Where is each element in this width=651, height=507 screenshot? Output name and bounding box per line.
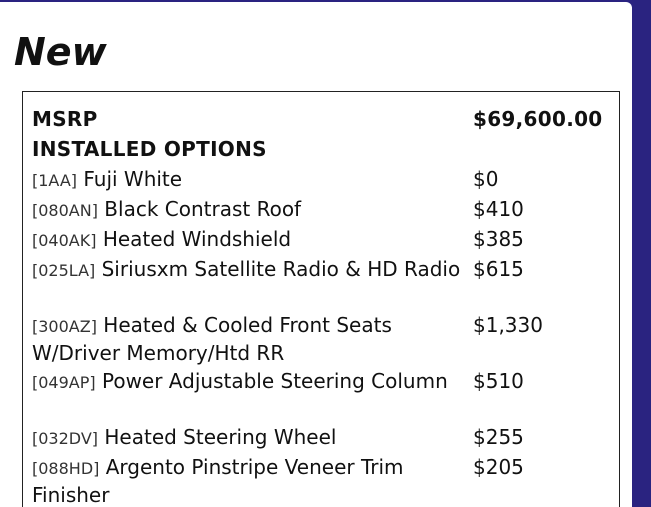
option-name: Heated Windshield xyxy=(102,227,292,251)
option-label xyxy=(32,424,462,452)
option-price: $1,330 xyxy=(473,313,543,337)
vehicle-pricing-card xyxy=(0,2,632,507)
option-code: [040AK] xyxy=(32,231,97,250)
option-label xyxy=(32,368,462,396)
option-price: $615 xyxy=(473,257,524,281)
option-code: [1AA] xyxy=(32,171,77,190)
option-price: $255 xyxy=(473,425,524,449)
pricing-box xyxy=(22,91,620,507)
option-price: $0 xyxy=(473,167,499,191)
option-code: [300AZ] xyxy=(32,317,97,336)
option-price: $510 xyxy=(473,369,524,393)
option-code: [049AP] xyxy=(32,373,96,392)
page-title: New xyxy=(14,30,107,74)
option-name: Fuji White xyxy=(83,167,183,191)
option-name: Heated & Cooled Front Seats W/Driver Memory/Htd RR xyxy=(32,313,392,365)
option-price: $410 xyxy=(473,197,524,221)
option-label xyxy=(32,226,462,254)
msrp-label: MSRP xyxy=(32,107,98,131)
option-code: [088HD] xyxy=(32,459,100,478)
option-price: $205 xyxy=(473,455,524,479)
option-label xyxy=(32,256,462,284)
option-code: [025LA] xyxy=(32,261,96,280)
option-name: Black Contrast Roof xyxy=(104,197,302,221)
option-price: $385 xyxy=(473,227,524,251)
option-label xyxy=(32,196,462,224)
option-name: Power Adjustable Steering Column xyxy=(101,369,448,393)
msrp-value: $69,600.00 xyxy=(473,107,603,131)
installed-options-heading: INSTALLED OPTIONS xyxy=(32,137,267,161)
option-label xyxy=(32,166,462,194)
option-code: [080AN] xyxy=(32,201,98,220)
option-code: [032DV] xyxy=(32,429,99,448)
option-name: Siriusxm Satellite Radio & HD Radio xyxy=(101,257,461,281)
option-label xyxy=(32,454,462,507)
option-label xyxy=(32,312,462,366)
option-name: Heated Steering Wheel xyxy=(104,425,337,449)
option-name: Argento Pinstripe Veneer Trim Finisher xyxy=(32,455,404,507)
